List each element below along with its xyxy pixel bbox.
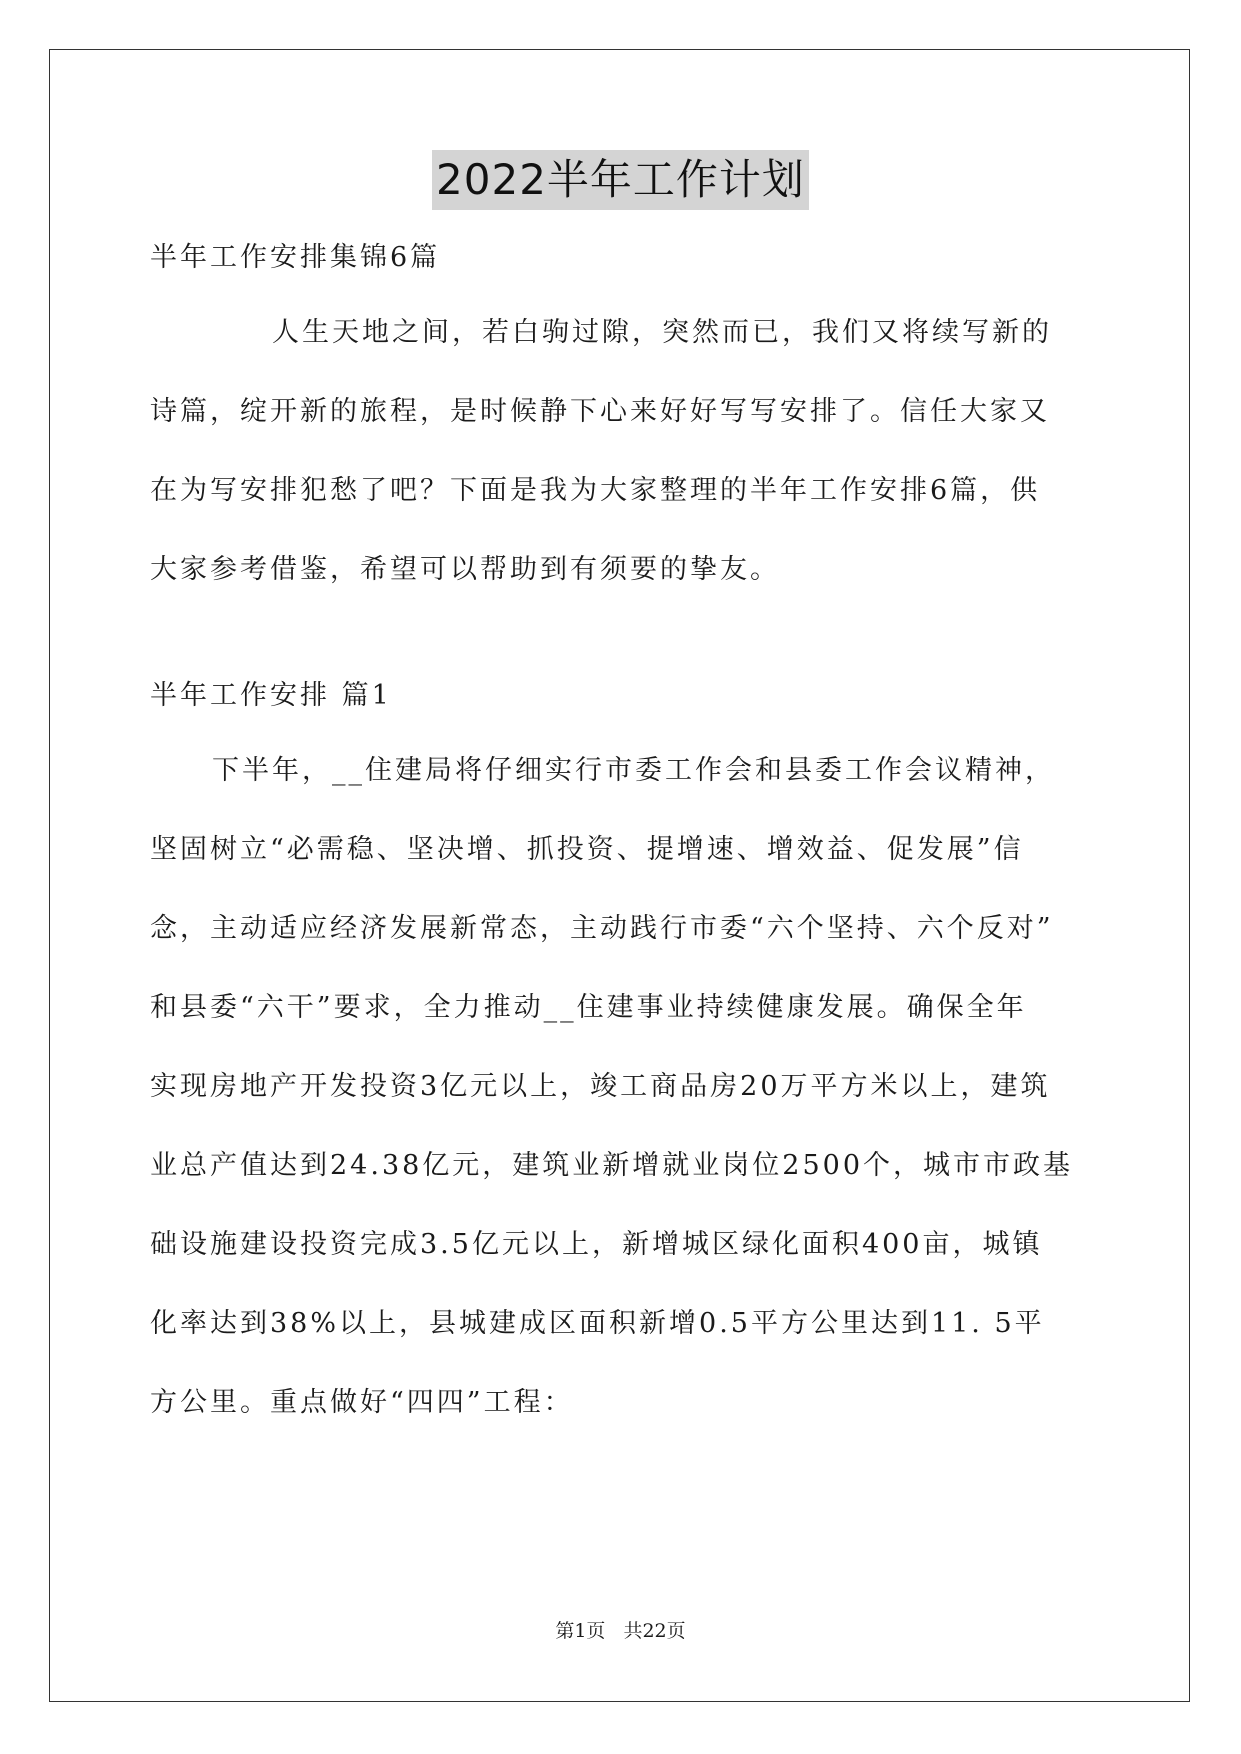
section-line: 方公里。重点做好“四四”工程： [150, 1387, 574, 1418]
page-total: 共22页 [623, 1620, 686, 1642]
subtitle-text: 半年工作安排集锦6篇 [150, 242, 441, 273]
title-container [0, 150, 1241, 210]
section-line: 化率达到38%以上，县城建成区面积新增0.5平方公里达到11. 5平 [150, 1308, 1045, 1339]
intro-line: 人生天地之间，若白驹过隙，突然而已，我们又将续写新的 [272, 317, 1052, 348]
intro-line: 诗篇，绽开新的旅程，是时候静下心来好好写写安排了。信任大家又 [150, 396, 1050, 427]
intro-paragraph [150, 293, 1100, 609]
section-line: 实现房地产开发投资3亿元以上，竣工商品房20万平方米以上，建筑 [150, 1071, 1051, 1102]
section-line: 业总产值达到24.38亿元，建筑业新增就业岗位2500个，城市市政基 [150, 1150, 1074, 1181]
document-title: 2022半年工作计划 [432, 150, 809, 210]
page-footer [0, 1616, 1241, 1643]
section-heading-text: 半年工作安排 篇1 [150, 680, 392, 711]
section-heading [150, 656, 1100, 735]
intro-line: 在为写安排犯愁了吧？下面是我为大家整理的半年工作安排6篇，供 [150, 475, 1041, 506]
section-line: 下半年，__住建局将仔细实行市委工作会和县委工作会议精神， [212, 755, 1055, 786]
intro-line: 大家参考借鉴，希望可以帮助到有须要的挚友。 [150, 554, 780, 585]
section-paragraph [150, 731, 1100, 1442]
section-line: 念，主动适应经济发展新常态，主动践行市委“六个坚持、六个反对” [150, 913, 1054, 944]
section-line: 础设施建设投资完成3.5亿元以上，新增城区绿化面积400亩，城镇 [150, 1229, 1043, 1260]
document-subtitle [150, 218, 1100, 297]
section-line: 坚固树立“必需稳、坚决增、抓投资、提增速、增效益、促发展”信 [150, 834, 1024, 865]
section-line: 和县委“六干”要求，全力推动__住建事业持续健康发展。确保全年 [150, 992, 1027, 1023]
page-number: 第1页 [555, 1620, 606, 1642]
